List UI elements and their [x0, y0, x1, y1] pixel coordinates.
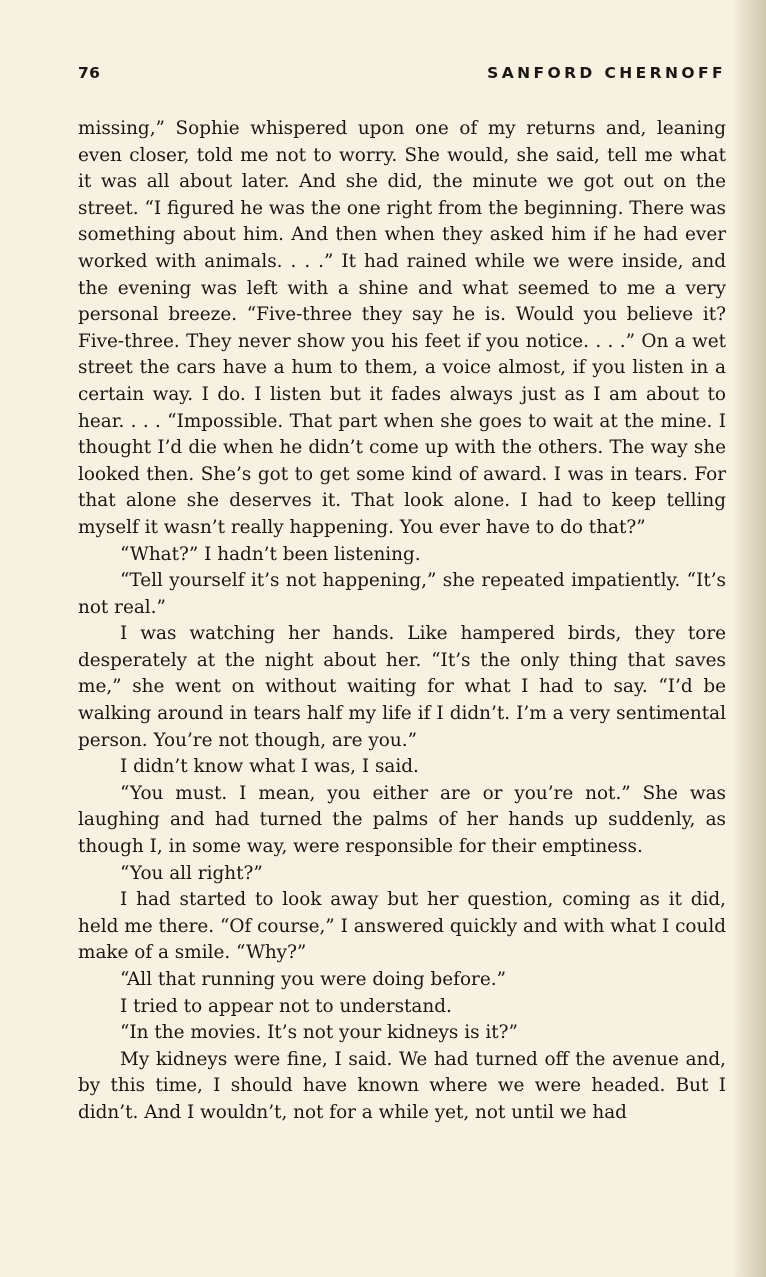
page-number: 76: [78, 64, 101, 82]
paragraph: “What?” I hadn’t been listening.: [120, 543, 421, 565]
paragraph: I was watching her hands. Like hampered birds, they tore desperately at the night about her. “It’s the only thing that saves me,” she went on without waiting for what I had to say. “I’d be walking around in tears half my life if I didn’t. I’m a very sentimental person. You’re not though, are you.”: [78, 623, 726, 751]
page-edge-shadow: [732, 0, 766, 1277]
running-title: SANFORD CHERNOFF: [487, 64, 726, 82]
paragraph: missing,” Sophie whispered upon one of my returns and, leaning even closer, told me not to worry. She would, she said, tell me what it was all about later. And she did, the minute we got out on the street. “I figured he was the one right from the beginning. There was something about him. And then when they asked him if he had ever worked with animals. . . .” It had rained while we were inside, and the evening was left with a shine and what seemed to me a very personal breeze. “Five-three they say he is. Would you believe it? Five-three. They never show you his feet if you notice. . . .” On a wet street the cars have a hum to them, a voice almost, if you listen in a certain way. I do. I listen but it fades always just as I am about to hear. . . . “Impossible. That part when she goes to wait at the mine. I thought I’d die when he didn’t come up with the others. The way she looked then. She’s got to get some kind of award. I was in tears. For that alone she deserves it. That look alone. I had to keep telling myself it wasn’t really happening. You ever have to do that?”: [78, 118, 726, 538]
book-page: [78, 64, 726, 1127]
body-text: [78, 116, 726, 1127]
running-head: [78, 64, 726, 88]
paragraph: “You must. I mean, you either are or you’re not.” She was laughing and had turned the palms of her hands up suddenly, as though I, in some way, were responsible for their emptiness.: [78, 782, 726, 858]
paragraph: I didn’t know what I was, I said.: [120, 756, 419, 778]
paragraph: I had started to look away but her question, coming as it did, held me there. “Of course,” I answered quickly and with what I could make of a smile. “Why?”: [78, 889, 726, 964]
paragraph: “You all right?”: [120, 862, 263, 884]
paragraph: “In the movies. It’s not your kidneys is it?”: [120, 1022, 518, 1044]
paragraph: “Tell yourself it’s not happening,” she repeated impatiently. “It’s not real.”: [78, 570, 726, 618]
paragraph: I tried to appear not to understand.: [120, 995, 452, 1017]
paragraph: My kidneys were fine, I said. We had turned off the avenue and, by this time, I should have known where we were headed. But I didn’t. And I wouldn’t, not for a while yet, not until we had: [78, 1048, 726, 1123]
paragraph: “All that running you were doing before.”: [120, 969, 506, 990]
